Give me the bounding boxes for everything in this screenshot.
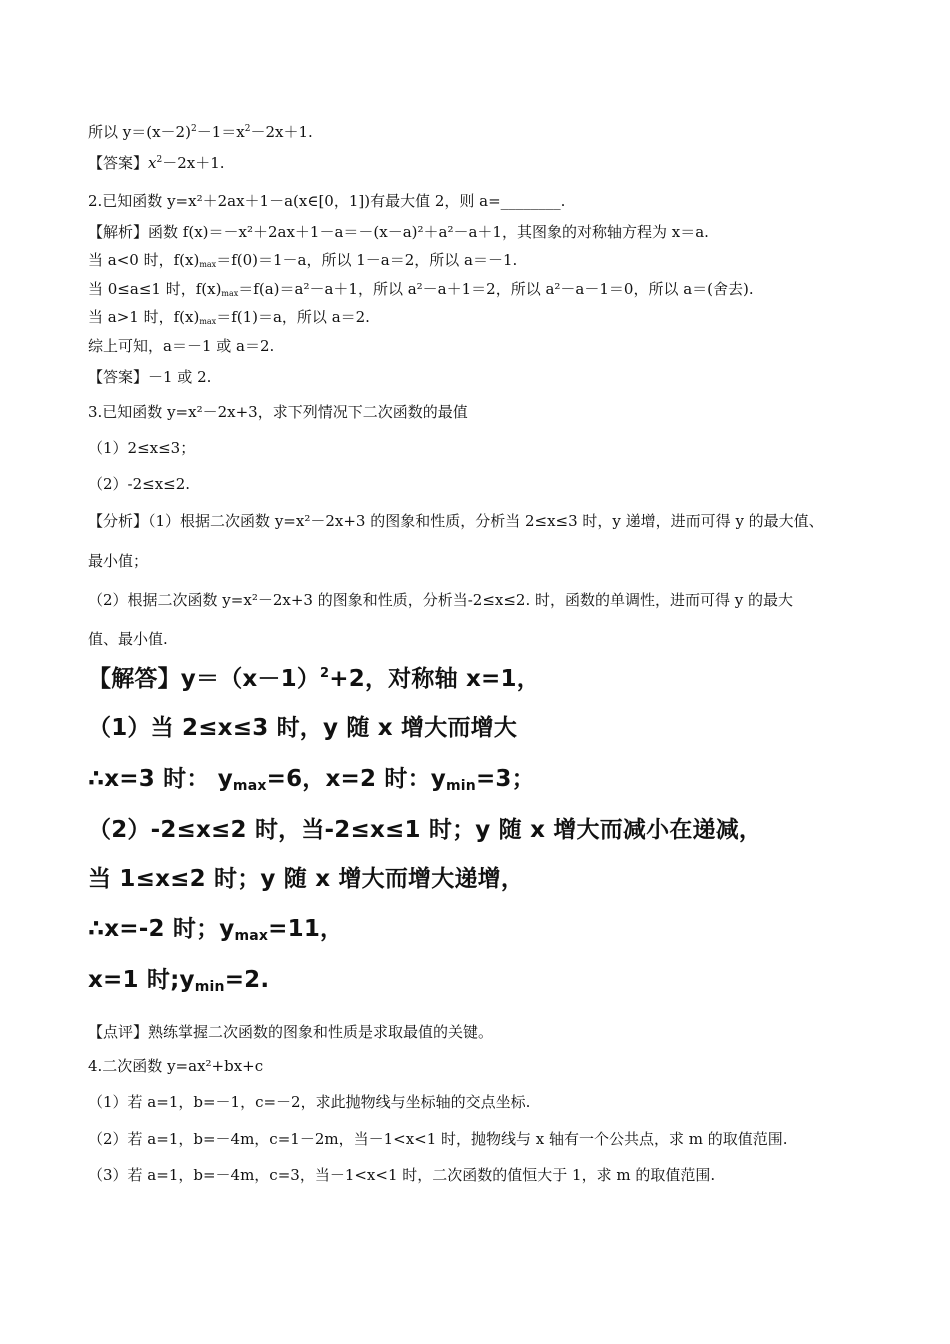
text: 所以 y＝(x－2) bbox=[88, 123, 191, 141]
superscript: 2 bbox=[244, 124, 251, 134]
text: =11， bbox=[268, 916, 344, 942]
text: 当 0≤a≤1 时，f(x) bbox=[88, 280, 222, 298]
q2-answer: 【答案】－1 或 2. bbox=[88, 368, 212, 386]
text: ＝f(1)＝a，所以 a＝2. bbox=[216, 308, 370, 326]
q3-solution-line6 bbox=[88, 914, 343, 944]
text: －2x＋1. bbox=[250, 123, 313, 141]
text: －2x＋1. bbox=[162, 154, 225, 172]
q2-analysis bbox=[88, 222, 709, 242]
q3-solution-line5: 当 1≤x≤2 时；y 随 x 增大而增大递增， bbox=[88, 866, 525, 892]
q4-part3: （3）若 a=1，b=－4m，c=3，当－1<x<1 时，二次函数的值恒大于 1，求 m 的取值范围. bbox=[88, 1166, 716, 1184]
q2-case1 bbox=[88, 250, 517, 270]
subscript: min bbox=[445, 778, 476, 794]
subscript: max bbox=[234, 928, 269, 944]
text: －1＝x bbox=[196, 123, 245, 141]
subscript: max bbox=[232, 778, 267, 794]
text: x=1 时;y bbox=[88, 967, 195, 993]
subscript: max bbox=[199, 317, 217, 326]
text: 当 a>1 时，f(x) bbox=[88, 308, 200, 326]
q3-analysis-b: 最小值； bbox=[88, 552, 149, 570]
text: =2. bbox=[224, 967, 270, 993]
q3-part2: （2）-2≤x≤2. bbox=[88, 475, 191, 493]
q2-case2 bbox=[88, 279, 754, 299]
q2-case3 bbox=[88, 307, 370, 327]
text: 【解答】y＝（x－1） bbox=[88, 666, 321, 692]
text: 当 a<0 时，f(x) bbox=[88, 251, 200, 269]
q3-solution-line3 bbox=[88, 764, 535, 794]
q3-analysis-c: （2）根据二次函数 y=x²－2x+3 的图象和性质，分析当-2≤x≤2. 时，函数的单调性，进而可得 y 的最大 bbox=[88, 591, 794, 609]
q3-analysis-d: 值、最小值. bbox=[88, 630, 168, 648]
q2-summary: 综上可知，a＝－1 或 a＝2. bbox=[88, 337, 275, 355]
text: 函数 f(x)＝－x²＋2ax＋1－a＝－(x－a)²＋a²－a＋1，其图象的对称轴方程为 x＝a. bbox=[148, 223, 709, 241]
q3-solution-line4: （2）-2≤x≤2 时，当-2≤x≤1 时；y 随 x 增大而减小在递减， bbox=[88, 817, 763, 843]
subscript: min bbox=[194, 979, 225, 995]
q3-stem: 3.已知函数 y=x²－2x+3，求下列情况下二次函数的最值 bbox=[88, 403, 468, 421]
q1-answer bbox=[88, 153, 225, 173]
subscript: max bbox=[221, 289, 239, 298]
text: ＝f(a)＝a²－a＋1，所以 a²－a＋1＝2，所以 a²－a－1＝0，所以 a＝(舍去). bbox=[238, 280, 754, 298]
q3-solution-line1 bbox=[88, 664, 540, 694]
q4-stem: 4.二次函数 y=ax²+bx+c bbox=[88, 1057, 264, 1075]
q3-solution-line2: （1）当 2≤x≤3 时，y 随 x 增大而增大 bbox=[88, 715, 518, 741]
text: +2，对称轴 x=1， bbox=[329, 666, 540, 692]
text: =6，x=2 时：y bbox=[266, 766, 446, 792]
answer-label: 【答案】 bbox=[88, 154, 149, 172]
text: =3； bbox=[475, 766, 535, 792]
superscript: 2 bbox=[156, 155, 163, 165]
q3-part1: （1）2≤x≤3； bbox=[88, 439, 196, 457]
subscript: max bbox=[199, 260, 217, 269]
text: ∴x=3 时： y bbox=[88, 766, 233, 792]
text: ∴x=-2 时；y bbox=[88, 916, 235, 942]
q3-comment: 【点评】熟练掌握二次函数的图象和性质是求取最值的关键。 bbox=[88, 1023, 494, 1041]
text: x bbox=[148, 154, 157, 172]
q2-stem: 2.已知函数 y=x²＋2ax＋1－a(x∈[0，1])有最大值 2，则 a=________. bbox=[88, 192, 566, 210]
text: ＝f(0)＝1－a，所以 1－a＝2，所以 a＝－1. bbox=[216, 251, 518, 269]
q4-part2: （2）若 a=1，b=－4m，c=1－2m，当－1<x<1 时，抛物线与 x 轴有一个公共点，求 m 的取值范围. bbox=[88, 1130, 788, 1148]
analysis-label: 【解析】 bbox=[88, 223, 149, 241]
q1-conclusion bbox=[88, 122, 313, 142]
q3-solution-line7 bbox=[88, 965, 269, 995]
superscript: 2 bbox=[320, 666, 330, 681]
superscript: 2 bbox=[190, 124, 197, 134]
q4-part1: （1）若 a=1，b=－1，c=－2，求此抛物线与坐标轴的交点坐标. bbox=[88, 1093, 531, 1111]
q3-analysis-a: 【分析】（1）根据二次函数 y=x²－2x+3 的图象和性质，分析当 2≤x≤3 时，y 递增，进而可得 y 的最大值、 bbox=[88, 512, 824, 530]
